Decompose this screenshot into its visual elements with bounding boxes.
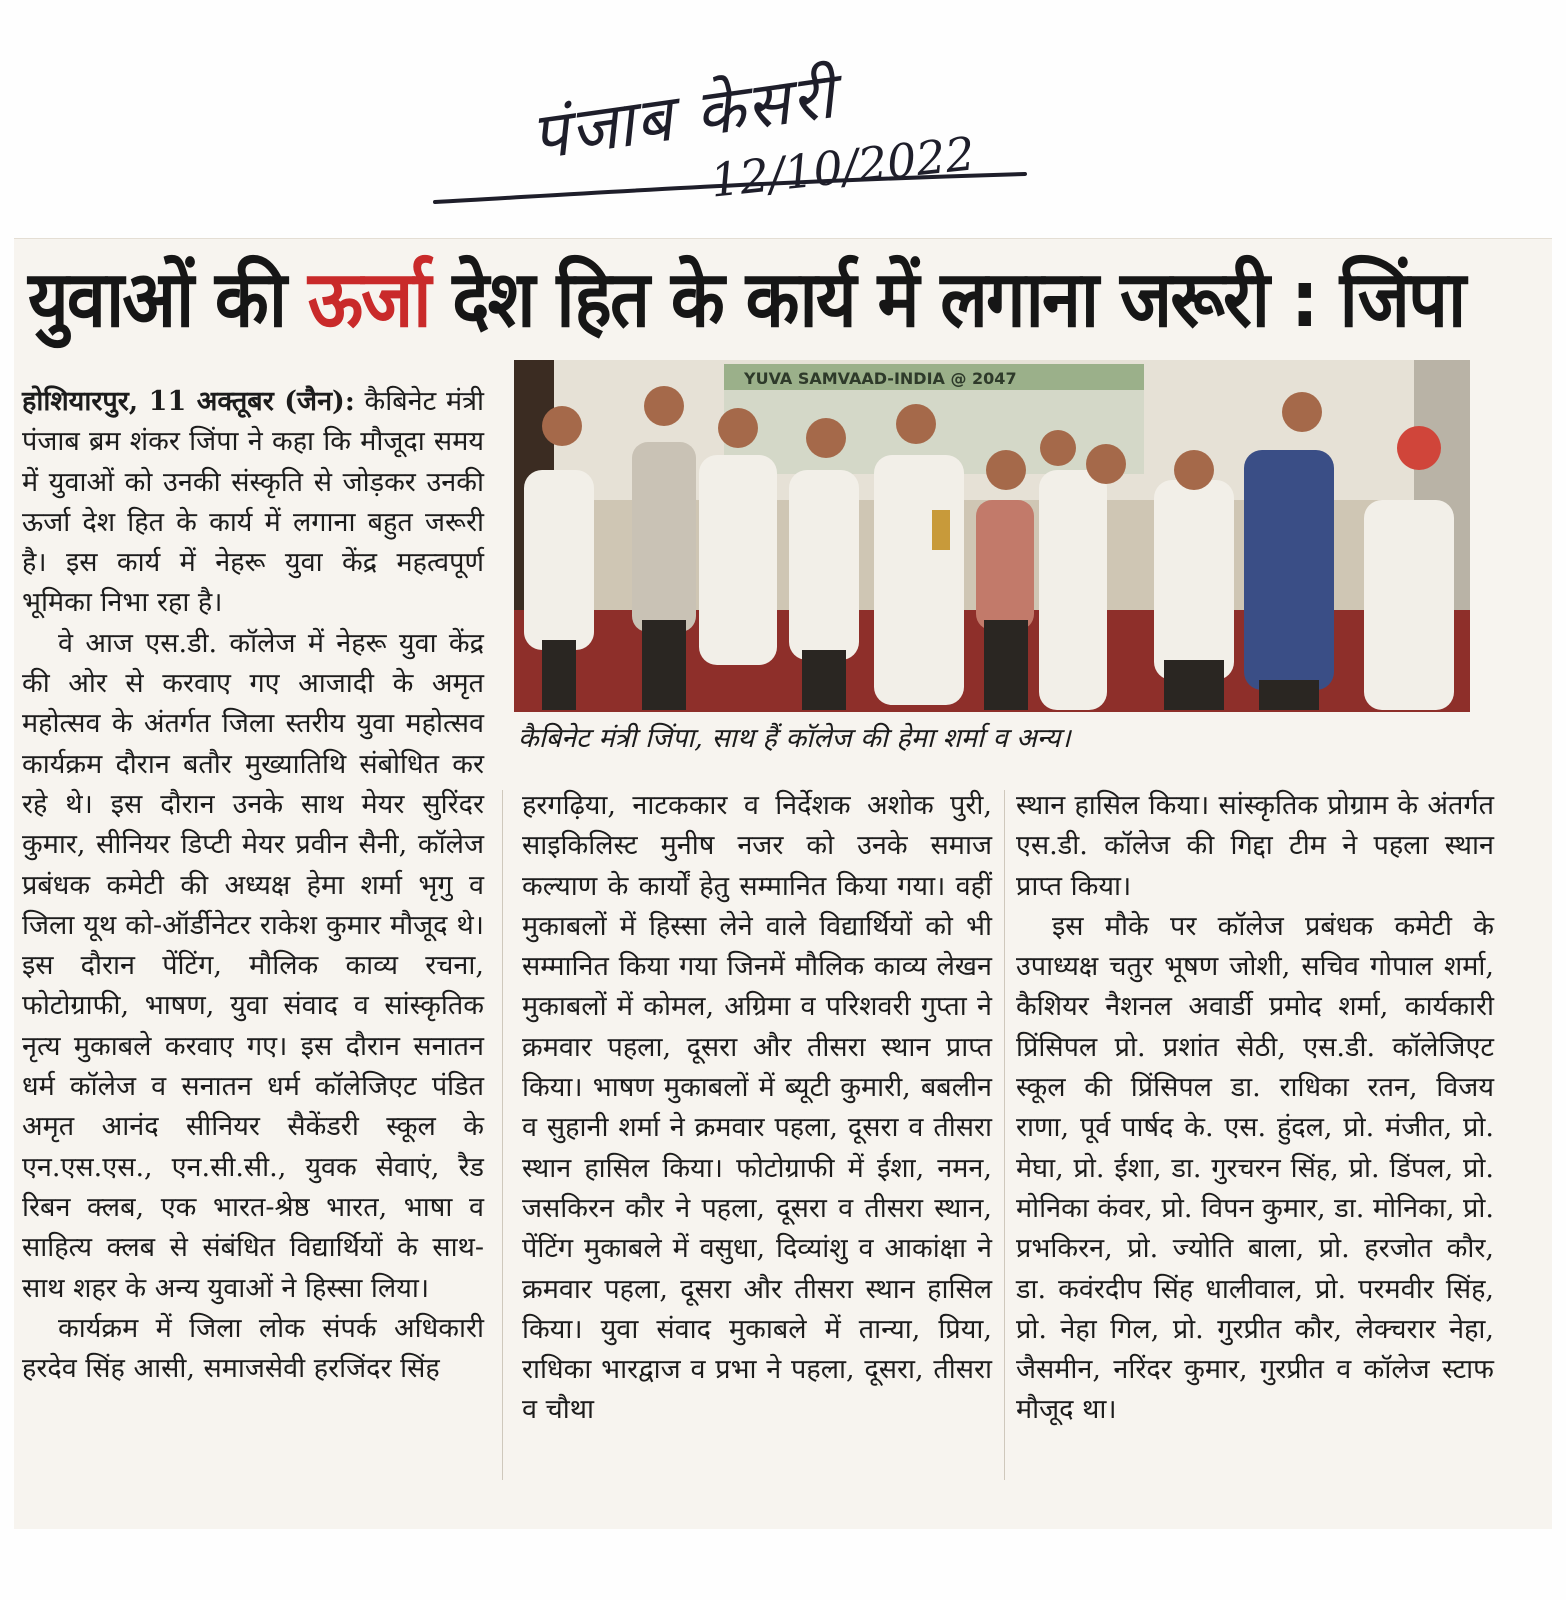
headline — [28, 250, 1465, 350]
event-photo — [514, 360, 1470, 712]
column-divider — [502, 790, 503, 1480]
handwritten-note — [420, 30, 1060, 220]
article-paragraph — [22, 382, 484, 624]
event-photo-illustration — [514, 360, 1470, 712]
handwritten-publication: पंजाब केसरी — [526, 58, 841, 175]
banner-text: YUVA SAMVAAD-INDIA @ 2047 — [744, 369, 1017, 388]
article-column-2 — [522, 786, 992, 1431]
article-column-1 — [22, 382, 484, 1389]
article-paragraph: हरगढ़िया, नाटककार व निर्देशक अशोक पुरी, साइकिलिस्ट मुनीष नजर को उनके समाज कल्याण के कार्यों हेतु सम्मानित किया गया। वहीं मुकाबलों में हिस्सा लेने वाले विद्यार्थियों को भी सम्मानित किया गया जिनमें मौलिक काव्य लेखन मुकाबलों में कोमल, अग्रिमा व परिशवरी गुप्ता ने क्रमवार पहला, दूसरा और तीसरा स्थान प्राप्त किया। भाषण मुकाबलों में ब्यूटी कुमारी, बबलीन व सुहानी शर्मा ने क्रमवार पहला, दूसरा व तीसरा स्थान हासिल किया। फोटोग्राफी में ईशा, नमन, जसकिरन कौर ने पहला, दूसरा व तीसरा स्थान, पेंटिंग मुकाबले में वसुधा, दिव्यांशु व आकांक्षा ने क्रमवार पहला, दूसरा और तीसरा स्थान हासिल किया। युवा संवाद मुकाबले में तान्या, प्रिया, राधिका भारद्वाज व प्रभा ने पहला, दूसरा, तीसरा व चौथा — [522, 790, 992, 1426]
article-column-3 — [1016, 786, 1494, 1431]
article-paragraph: स्थान हासिल किया। सांस्कृतिक प्रोग्राम के अंतर्गत एस.डी. कॉलेज की गिद्दा टीम ने पहला स्थान प्राप्त किया। — [1016, 790, 1494, 902]
headline-highlight: ऊर्जा — [307, 255, 430, 345]
headline-part-2: देश हित के कार्य में लगाना जरूरी : जिंपा — [429, 255, 1465, 345]
headline-part-1: युवाओं की — [28, 255, 308, 345]
article-paragraph: इस मौके पर कॉलेज प्रबंधक कमेटी के उपाध्यक्ष चतुर भूषण जोशी, सचिव गोपाल शर्मा, कैशियर नैशनल अवार्डी प्रमोद शर्मा, कार्यकारी प्रिंसिपल प्रो. प्रशांत सेठी, एस.डी. कॉलेजिएट स्कूल की प्रिंसिपल डा. राधिका रतन, विजय राणा, पूर्व पार्षद के. एस. हुंदल, प्रो. मंजीत, प्रो. मेघा, प्रो. ईशा, डा. गुरचरन सिंह, प्रो. डिंपल, प्रो. मोनिका कंवर, प्रो. विपन कुमार, डा. मोनिका, प्रो. प्रभकिरन, प्रो. ज्योति बाला, प्रो. हरजोत कौर, डा. कवंरदीप सिंह धालीवाल, प्रो. परमवीर सिंह, प्रो. नेहा गिल, प्रो. गुरप्रीत कौर, लेक्चरार नेहा, जैसमीन, नरिंदर कुमार, गुरप्रीत व कॉलेज स्टाफ मौजूद था। — [1016, 910, 1494, 1426]
article-text: कैबिनेट मंत्री पंजाब ब्रम शंकर जिंपा ने कहा कि मौजूदा समय में युवाओं को उनकी संस्कृति से जोड़कर उनकी ऊर्जा देश हित के कार्य में लगाना बहुत जरूरी है। इस कार्य में नेहरू युवा केंद्र महत्वपूर्ण भूमिका निभा रहा है। — [22, 386, 484, 619]
photo-caption: कैबिनेट मंत्री जिंपा, साथ हैं कॉलेज की हेमा शर्मा व अन्य। — [518, 723, 1071, 754]
article-paragraph: कार्यक्रम में जिला लोक संपर्क अधिकारी हरदेव सिंह आसी, समाजसेवी हरजिंदर सिंह — [22, 1312, 484, 1385]
handwritten-date: 12/10/2022 — [707, 126, 978, 208]
dateline: होशियारपुर, 11 अक्तूबर (जैन): — [22, 386, 355, 417]
column-divider — [1004, 790, 1005, 1480]
article-paragraph: वे आज एस.डी. कॉलेज में नेहरू युवा केंद्र की ओर से करवाए गए आजादी के अमृत महोत्सव के अंतर्गत जिला स्तरीय युवा महोत्सव कार्यक्रम दौरान बतौर मुख्यातिथि संबोधित कर रहे थे। इस दौरान उनके साथ मेयर सुरिंदर कुमार, सीनियर डिप्टी मेयर प्रवीन सैनी, कॉलेज प्रबंधक कमेटी की अध्यक्ष हेमा शर्मा भृगु व जिला यूथ को-ऑर्डीनेटर राकेश कुमार मौजूद थे। इस दौरान पेंटिंग, मौलिक काव्य रचना, फोटोग्राफी, भाषण, युवा संवाद व सांस्कृतिक नृत्य मुकाबले करवाए गए। इस दौरान सनातन धर्म कॉलेज व सनातन धर्म कॉलेजिएट पंडित अमृत आनंद सीनियर सैकेंडरी स्कूल के एन.एस.एस., एन.सी.सी., युवक सेवाएं, रैड रिबन क्लब, एक भारत-श्रेष्ठ भारत, भाषा व साहित्य क्लब से संबंधित विद्यार्थियों के साथ-साथ शहर के अन्य युवाओं ने हिस्सा लिया। — [22, 627, 484, 1304]
handwritten-underline — [430, 170, 1030, 210]
